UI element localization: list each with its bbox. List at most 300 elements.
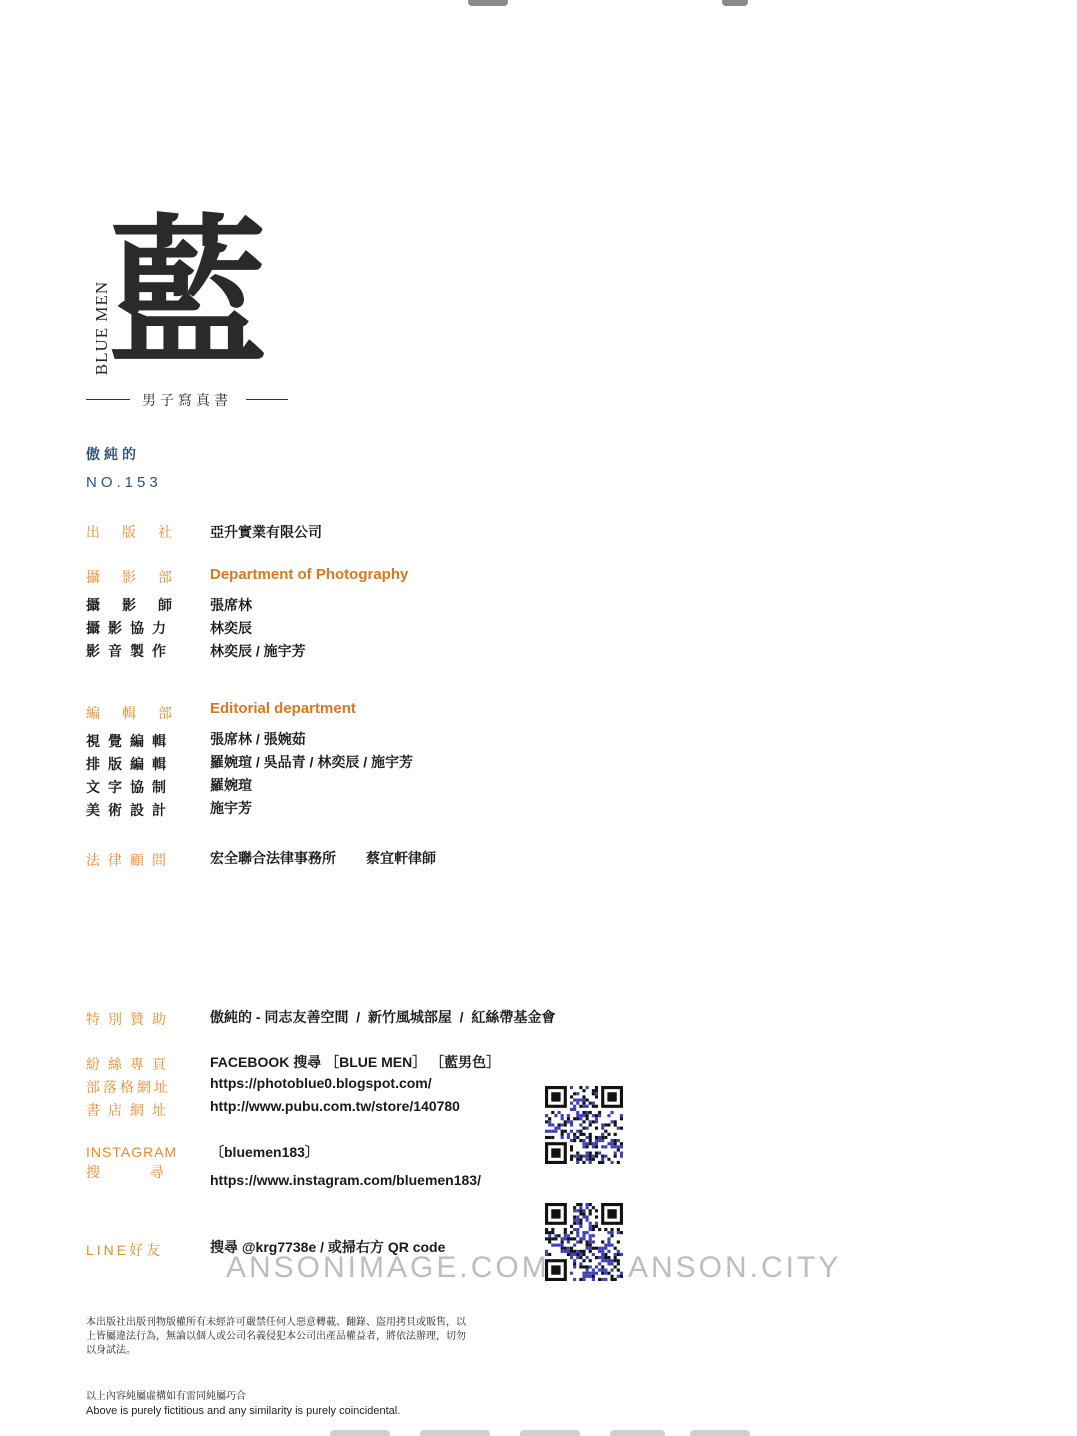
qr-module [614,1120,617,1123]
qr-module [579,1098,582,1101]
qr-module [595,1127,598,1130]
qr-module [561,1117,564,1120]
qr-module [604,1259,607,1262]
qr-module [570,1231,573,1234]
instagram-handle[interactable]: 〔bluemen183〕 [210,1144,319,1160]
qr-module [561,1130,564,1133]
qr-module [589,1234,592,1237]
qr-module [614,1152,617,1155]
qr-module [598,1278,601,1281]
qr-module [576,1234,579,1237]
qr-module [579,1203,582,1206]
publisher-label: 出版社 [86,524,194,540]
qr-module [545,1114,548,1117]
qr-module [573,1155,576,1158]
qr-module [611,1142,614,1145]
qr-module [601,1269,604,1272]
qr-module [617,1127,620,1130]
disclaimer-zh: 以上內容純屬虛構如有雷同純屬巧合 [86,1391,246,1402]
issue-title: 傲純的 [86,446,140,462]
qr-module [567,1234,570,1237]
photo-dept-label: 攝影部 [86,569,194,585]
qr-module [579,1206,582,1209]
qr-module [592,1114,595,1117]
store-link[interactable]: http://www.pubu.com.tw/store/140780 [210,1098,460,1114]
qr-module [604,1136,607,1139]
qr-module [576,1215,579,1218]
qr-module [570,1139,573,1142]
qr-module [617,1228,620,1231]
qr-module [601,1136,604,1139]
qr-module [611,1262,614,1265]
qr-module [586,1269,589,1272]
qr-module [576,1158,579,1161]
qr-module [582,1095,585,1098]
qr-module [561,1247,564,1250]
qr-module [601,1247,604,1250]
qr-module [598,1262,601,1265]
qr-module [607,1244,610,1247]
qr-module [573,1117,576,1120]
qr-module [579,1253,582,1256]
qr-module [589,1259,592,1262]
qr-module [579,1086,582,1089]
qr-module [595,1095,598,1098]
qr-module [592,1253,595,1256]
text-assist-label: 文字協制 [86,779,174,795]
qr-module [607,1133,610,1136]
qr-module [604,1130,607,1133]
qr-module [576,1228,579,1231]
qr-module [592,1092,595,1095]
qr-module [595,1139,598,1142]
qr-module [570,1120,573,1123]
qr-module [617,1250,620,1253]
qr-module [579,1114,582,1117]
qr-module [607,1231,610,1234]
qr-module [617,1145,620,1148]
qr-module [589,1161,592,1164]
qr-module [579,1130,582,1133]
qr-module [589,1222,592,1225]
qr-module [592,1158,595,1161]
qr-module [576,1222,579,1225]
qr-module [576,1152,579,1155]
qr-module [598,1114,601,1117]
qr-module [582,1250,585,1253]
qr-module [551,1123,554,1126]
qr-module [576,1114,579,1117]
qr-module [595,1272,598,1275]
qr-module [573,1253,576,1256]
photo-dept-value: Department of Photography [210,566,409,583]
qr-module [607,1240,610,1243]
qr-module [573,1139,576,1142]
photographer-label: 攝影師 [86,597,194,613]
qr-module [564,1123,567,1126]
qr-module [601,1265,604,1268]
qr-module [564,1247,567,1250]
qr-module [611,1234,614,1237]
qr-module [592,1155,595,1158]
qr-module [601,1278,604,1281]
qr-module [589,1225,592,1228]
qr-module [582,1111,585,1114]
qr-module [598,1152,601,1155]
qr-module [582,1089,585,1092]
qr-module [601,1253,604,1256]
qr-module [592,1120,595,1123]
fans-page-value[interactable]: FACEBOOK 搜尋 ［BLUE MEN］ ［藍男色］ [210,1054,501,1070]
qr-module [592,1206,595,1209]
qr-module [611,1269,614,1272]
qr-module [617,1253,620,1256]
qr-module [589,1111,592,1114]
qr-module [586,1114,589,1117]
qr-module [579,1117,582,1120]
qr-module [579,1278,582,1281]
qr-finder [551,1209,560,1218]
qr-module [620,1114,623,1117]
qr-module [589,1209,592,1212]
qr-module [595,1114,598,1117]
qr-code-line[interactable] [545,1203,623,1281]
line-label: LINE好友 [86,1242,164,1258]
qr-module [620,1117,623,1120]
qr-module [617,1275,620,1278]
qr-module [586,1111,589,1114]
qr-module [614,1145,617,1148]
qr-module [579,1265,582,1268]
qr-module [554,1237,557,1240]
legal-label: 法律顧問 [86,852,174,868]
qr-module [570,1225,573,1228]
qr-module [589,1155,592,1158]
qr-module [573,1215,576,1218]
qr-code-blog[interactable] [545,1086,623,1164]
qr-module [548,1136,551,1139]
qr-module [611,1145,614,1148]
qr-module [601,1133,604,1136]
qr-module [607,1158,610,1161]
qr-module [589,1102,592,1105]
qr-module [576,1102,579,1105]
qr-module [564,1250,567,1253]
qr-module [582,1212,585,1215]
qr-module [579,1212,582,1215]
qr-module [586,1272,589,1275]
qr-module [579,1219,582,1222]
qr-module [592,1275,595,1278]
qr-module [582,1142,585,1145]
qr-module [586,1136,589,1139]
qr-module [586,1247,589,1250]
qr-module [617,1240,620,1243]
qr-module [586,1219,589,1222]
qr-module [548,1231,551,1234]
qr-module [545,1228,548,1231]
photo-assist-value: 林奕辰 [210,620,252,636]
fans-page-label: 紛絲專頁 [86,1056,174,1072]
qr-module [601,1272,604,1275]
qr-module [604,1123,607,1126]
qr-module [554,1234,557,1237]
qr-module [573,1219,576,1222]
qr-module [620,1145,623,1148]
qr-module [567,1120,570,1123]
qr-module [570,1130,573,1133]
qr-module [589,1237,592,1240]
qr-module [576,1098,579,1101]
qr-module [548,1117,551,1120]
qr-module [576,1231,579,1234]
qr-module [620,1272,623,1275]
qr-module [579,1222,582,1225]
qr-module [601,1161,604,1164]
qr-module [579,1262,582,1265]
qr-module [573,1098,576,1101]
logo-vertical-text: BLUE MEN [92,280,111,376]
qr-module [586,1265,589,1268]
art-design-value: 施宇芳 [210,800,252,816]
qr-module [551,1228,554,1231]
qr-module [620,1275,623,1278]
qr-module [598,1228,601,1231]
qr-module [570,1148,573,1151]
qr-module [570,1237,573,1240]
qr-module [614,1139,617,1142]
qr-module [595,1142,598,1145]
qr-module [601,1139,604,1142]
qr-module [595,1136,598,1139]
layout-edit-label: 排版編輯 [86,756,174,772]
qr-module [582,1237,585,1240]
qr-module [576,1253,579,1256]
qr-module [592,1247,595,1250]
qr-module [620,1152,623,1155]
qr-module [598,1247,601,1250]
sponsors-label: 特別贊助 [86,1011,174,1027]
qr-module [589,1265,592,1268]
qr-module [604,1253,607,1256]
qr-finder [551,1148,560,1157]
visual-edit-label: 視覺編輯 [86,733,174,749]
qr-module [614,1123,617,1126]
qr-module [582,1102,585,1105]
qr-module [586,1158,589,1161]
qr-module [611,1244,614,1247]
qr-module [570,1095,573,1098]
qr-module [579,1105,582,1108]
watermark-left: ANSONIMAGE.COM [226,1251,550,1284]
sponsors-value: 傲純的 - 同志友善空間 / 新竹風城部屋 / 紅絲帶基金會 [210,1009,556,1025]
qr-module [620,1231,623,1234]
qr-module [582,1272,585,1275]
qr-module [595,1117,598,1120]
qr-module [586,1098,589,1101]
qr-module [595,1265,598,1268]
qr-module [592,1225,595,1228]
qr-module [589,1158,592,1161]
qr-module [586,1152,589,1155]
qr-module [582,1209,585,1212]
qr-module [586,1275,589,1278]
qr-module [582,1114,585,1117]
photographer-value: 張席林 [210,597,252,613]
qr-module [614,1278,617,1281]
qr-module [595,1222,598,1225]
issue-number: NO.153 [86,474,162,491]
qr-module [589,1152,592,1155]
qr-module [561,1114,564,1117]
qr-module [573,1244,576,1247]
qr-module [573,1237,576,1240]
qr-module [582,1278,585,1281]
video-label: 影音製作 [86,643,174,659]
qr-module [592,1142,595,1145]
qr-module [557,1111,560,1114]
qr-module [573,1136,576,1139]
qr-module [617,1161,620,1164]
qr-module [573,1265,576,1268]
qr-module [607,1259,610,1262]
qr-module [567,1114,570,1117]
qr-module [557,1244,560,1247]
legal-notice-line: 上皆屬違法行為，無論以個人或公司名義侵犯本公司出產品權益者，將依法辦理，切勿 [86,1331,466,1342]
qr-module [582,1231,585,1234]
qr-module [592,1269,595,1272]
qr-module [617,1262,620,1265]
qr-module [598,1136,601,1139]
qr-module [579,1155,582,1158]
instagram-search-label: 搜尋 [86,1164,214,1180]
qr-module [601,1127,604,1130]
qr-module [576,1256,579,1259]
qr-module [611,1231,614,1234]
qr-module [573,1222,576,1225]
qr-module [611,1278,614,1281]
qr-module [586,1215,589,1218]
qr-module [573,1278,576,1281]
qr-module [570,1250,573,1253]
qr-module [586,1142,589,1145]
qr-module [586,1203,589,1206]
qr-module [579,1250,582,1253]
qr-module [582,1215,585,1218]
blog-label: 部落格網址 [86,1079,171,1095]
qr-module [592,1105,595,1108]
qr-module [604,1272,607,1275]
qr-module [561,1237,564,1240]
qr-module [614,1142,617,1145]
qr-module [561,1123,564,1126]
qr-module [586,1086,589,1089]
blog-link[interactable]: https://photoblue0.blogspot.com/ [210,1075,432,1091]
qr-module [582,1275,585,1278]
publisher-value: 亞升實業有限公司 [210,524,322,540]
art-design-label: 美術設計 [86,802,174,818]
line-value[interactable]: 搜尋 @krg7738e / 或掃右方 QR code [210,1239,446,1255]
qr-module [554,1127,557,1130]
qr-module [570,1108,573,1111]
edit-dept-value: Editorial department [210,700,356,717]
qr-module [598,1111,601,1114]
qr-module [576,1130,579,1133]
qr-module [586,1117,589,1120]
qr-module [601,1240,604,1243]
qr-module [561,1240,564,1243]
qr-module [604,1145,607,1148]
qr-module [573,1206,576,1209]
edit-dept-label: 編輯部 [86,705,194,721]
qr-module [573,1105,576,1108]
qr-module [564,1120,567,1123]
qr-module [611,1139,614,1142]
qr-module [582,1120,585,1123]
qr-module [604,1228,607,1231]
qr-module [557,1234,560,1237]
qr-module [601,1145,604,1148]
qr-module [595,1256,598,1259]
qr-module [589,1123,592,1126]
qr-module [611,1120,614,1123]
qr-module [570,1086,573,1089]
qr-module [582,1127,585,1130]
qr-module [604,1256,607,1259]
qr-module [554,1130,557,1133]
qr-finder [607,1092,616,1101]
qr-module [582,1139,585,1142]
qr-module [551,1111,554,1114]
qr-module [586,1240,589,1243]
logo-divider-left [86,399,130,400]
qr-module [573,1209,576,1212]
qr-module [595,1120,598,1123]
qr-module [592,1102,595,1105]
qr-module [595,1209,598,1212]
qr-module [582,1234,585,1237]
brand-logo [86,198,296,410]
qr-module [570,1272,573,1275]
qr-module [604,1155,607,1158]
qr-module [595,1152,598,1155]
qr-module [607,1272,610,1275]
qr-module [548,1240,551,1243]
qr-module [554,1244,557,1247]
qr-module [617,1269,620,1272]
qr-module [595,1225,598,1228]
qr-module [598,1139,601,1142]
qr-module [589,1240,592,1243]
qr-module [592,1145,595,1148]
qr-module [567,1240,570,1243]
disclaimer-en: Above is purely fictitious and any similarity is purely coincidental. [86,1405,401,1417]
qr-module [570,1155,573,1158]
qr-module [601,1250,604,1253]
qr-module [620,1253,623,1256]
qr-module [545,1237,548,1240]
text-assist-value: 羅婉瑄 [210,777,252,793]
instagram-link[interactable]: https://www.instagram.com/bluemen183/ [210,1172,481,1188]
qr-module [576,1161,579,1164]
qr-module [595,1105,598,1108]
logo-glyph: 藍 [108,198,269,386]
qr-module [582,1098,585,1101]
qr-module [576,1117,579,1120]
qr-module [586,1256,589,1259]
qr-module [586,1105,589,1108]
qr-module [586,1155,589,1158]
